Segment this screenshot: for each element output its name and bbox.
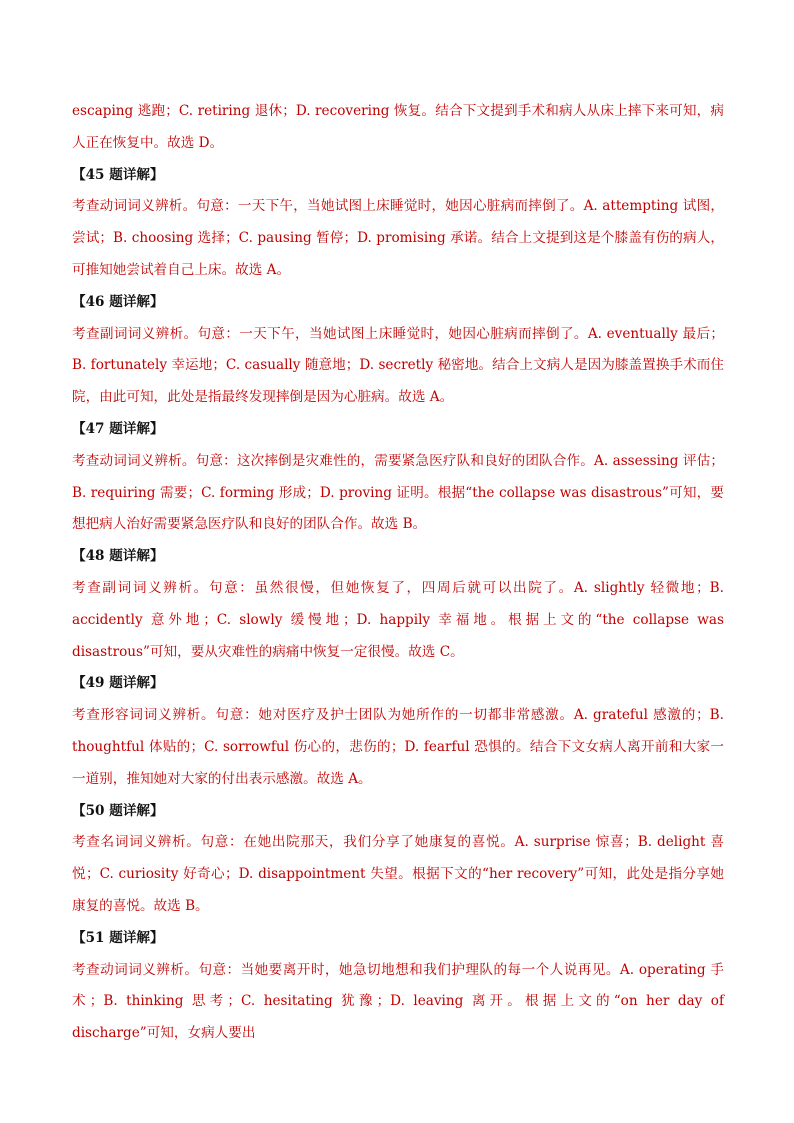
heading-45: 【45 题详解】 [72, 166, 164, 183]
document-body [72, 96, 724, 1050]
heading-48: 【48 题详解】 [72, 548, 164, 565]
paragraph-48: 考查副词词义辨析。句意：虽然很慢，但她恢复了，四周后就可以出院了。A. slightly 轻微地；B. accidently 意外地；C. slowly 缓慢地；D. happily 幸福地。根据上文的“the collapse was disastrous”可知，要从灾难性的病痛中恢复一定很慢。故选 C。 [72, 579, 724, 660]
paragraph-47: 考查动词词义辨析。句意：这次摔倒是灾难性的，需要紧急医疗队和良好的团队合作。A. assessing 评估；B. requiring 需要；C. forming 形成；D. proving 证明。根据“the collapse was disastrous”可知，要想把病人治好需要紧急医疗队和良好的团队合作。故选 B。 [72, 452, 724, 533]
paragraph-51: 考查动词词义辨析。句意：当她要离开时，她急切地想和我们护理队的每一个人说再见。A. operating 手术；B. thinking 思考；C. hesitating 犹豫；D. leaving 离开。根据上文的“on her day of discharge”可知，女病人要出 [72, 961, 724, 1042]
paragraph-49: 考查形容词词义辨析。句意：她对医疗及护士团队为她所作的一切都非常感激。A. grateful 感激的；B. thoughtful 体贴的；C. sorrowful 伤心的，悲伤的；D. fearful 恐惧的。结合下文女病人离开前和大家一一道别，推知她对大家的付出表示感激。故选 A。 [72, 707, 724, 787]
paragraph-46: 考查副词词义辨析。句意：一天下午，当她试图上床睡觉时，她因心脏病而摔倒了。A. eventually 最后；B. fortunately 幸运地；C. casually 随意地；D. secretly 秘密地。结合上文病人是因为膝盖置换手术而住院，由此可知，此处是指最终发现摔倒是因为心脏病。故选 A。 [72, 325, 724, 406]
heading-50: 【50 题详解】 [72, 802, 164, 819]
heading-46: 【46 题详解】 [72, 293, 164, 310]
paragraph-44-tail: escaping 逃跑；C. retiring 退休；D. recovering 恢复。结合下文提到手术和病人从床上摔下来可知，病人正在恢复中。故选 D。 [72, 103, 724, 151]
paragraph-45: 考查动词词义辨析。句意：一天下午，当她试图上床睡觉时，她因心脏病而摔倒了。A. attempting 试图，尝试；B. choosing 选择；C. pausing 暂停；D. promising 承诺。结合上文提到这是个膝盖有伤的病人，可推知她尝试着自己上床。故选 A。 [72, 198, 724, 278]
heading-49: 【49 题详解】 [72, 675, 164, 692]
paragraph-50: 考查名词词义辨析。句意：在她出院那天，我们分享了她康复的喜悦。A. surprise 惊喜；B. delight 喜悦；C. curiosity 好奇心；D. disappointment 失望。根据下文的“her recovery”可知，此处是指分享她康复的喜悦。故选 B。 [72, 834, 724, 914]
heading-51: 【51 题详解】 [72, 929, 164, 946]
heading-47: 【47 题详解】 [72, 420, 164, 437]
